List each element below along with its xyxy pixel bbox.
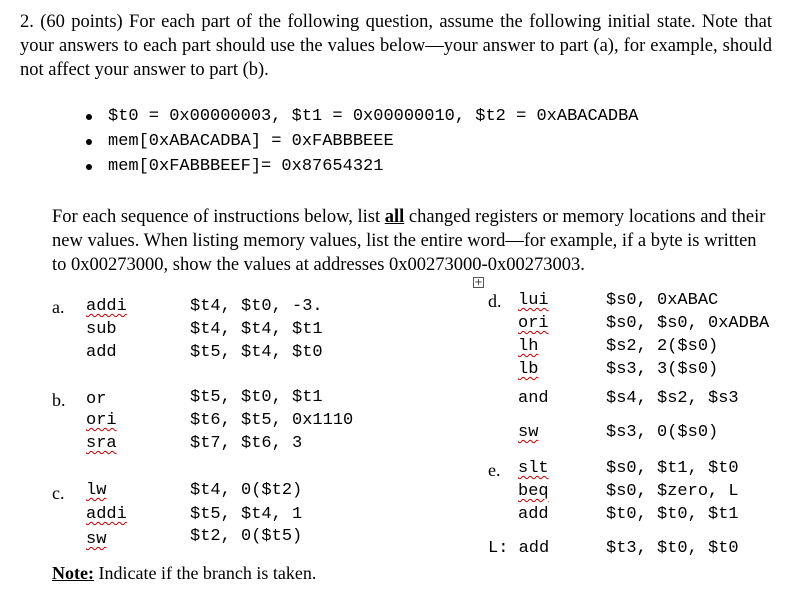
- part-e-op-3: add: [518, 505, 549, 524]
- part-e-args-2: $s0, $zero, L: [606, 482, 739, 501]
- part-a-op-2: sub: [86, 320, 117, 339]
- part-b-op-1: or: [86, 390, 107, 409]
- initial-memory-2: mem[0xFABBBEEF]= 0x87654321: [108, 157, 384, 176]
- initial-memory-1: mem[0xABACADBA] = 0xFABBBEEE: [108, 132, 394, 151]
- part-d-args-3: $s2, 2($s0): [606, 337, 719, 356]
- part-a-args-3: $t5, $t4, $t0: [190, 343, 323, 362]
- part-d-op-2: ori: [518, 314, 549, 333]
- part-e-label: e.: [488, 460, 501, 480]
- part-b-op-2: ori: [86, 411, 117, 430]
- part-a-args-1: $t4, $t0, -3.: [190, 297, 323, 316]
- note-label: Note:: [52, 563, 94, 583]
- part-c-op-2: addi: [86, 505, 127, 524]
- part-c-op-1: lw: [86, 481, 107, 500]
- part-d-args-5: $s4, $s2, $s3: [606, 389, 739, 408]
- note-text: Indicate if the branch is taken.: [93, 563, 317, 583]
- part-b-label: b.: [52, 390, 66, 410]
- part-d-args-4: $s3, 3($s0): [606, 360, 719, 379]
- bullet-icon: [86, 164, 92, 170]
- instructions-emphasis: all: [384, 207, 405, 227]
- part-a-op-1: addi: [86, 297, 127, 316]
- part-c-args-2: $t5, $t4, 1: [190, 505, 303, 524]
- part-d-label: d.: [488, 291, 502, 311]
- part-d-args-1: $s0, 0xABAC: [606, 291, 719, 310]
- instructions-pre: For each sequence of instructions below, list: [52, 207, 385, 227]
- part-e-args-3: $t0, $t0, $t1: [606, 505, 739, 524]
- part-b-args-1: $t5, $t0, $t1: [190, 388, 323, 407]
- bullet-icon: [86, 114, 92, 120]
- part-c-label: c.: [52, 483, 65, 503]
- part-b-args-3: $t7, $t6, 3: [190, 434, 303, 453]
- note: [52, 563, 316, 584]
- part-e-op-2: beq: [518, 482, 549, 501]
- part-b-op-3: sra: [86, 434, 117, 453]
- part-a-op-3: add: [86, 343, 117, 362]
- table-move-handle-icon[interactable]: +: [474, 277, 483, 288]
- part-d-op-3: lh: [518, 337, 539, 356]
- part-e-args-4: $t3, $t0, $t0: [606, 539, 739, 558]
- part-e-op-4: L: add: [488, 539, 550, 558]
- part-d-op-1: lui: [518, 291, 549, 310]
- question-header: 2. (60 points) For each part of the following question, assume the following initial state. Note that your answers to each part should use the values below—your answer to part (a), for example, should not affect your answer to part (b).: [20, 12, 772, 80]
- part-b-args-2: $t6, $t5, 0x1110: [190, 411, 354, 430]
- part-d-args-6: $s3, 0($s0): [606, 423, 719, 442]
- part-c-op-3: sw: [86, 530, 107, 549]
- part-c-args-3: $t2, 0($t5): [190, 527, 303, 546]
- instructions-paragraph: [52, 205, 774, 277]
- part-c-args-1: $t4, 0($t2): [190, 481, 303, 500]
- initial-registers: $t0 = 0x00000003, $t1 = 0x00000010, $t2 = 0xABACADBA: [108, 107, 639, 126]
- bullet-icon: [86, 139, 92, 145]
- part-d-op-4: lb: [518, 360, 539, 379]
- part-a-label: a.: [52, 297, 65, 317]
- part-d-args-2-clip: [606, 314, 786, 338]
- part-e-args-1: $s0, $t1, $t0: [606, 459, 739, 478]
- part-e-op-1: slt: [518, 459, 549, 478]
- part-d-op-5: and: [518, 389, 549, 408]
- part-d-op-6: sw: [518, 423, 539, 442]
- part-d-args-2: $s0, $s0, 0xADBA: [606, 314, 770, 333]
- part-a-args-2: $t4, $t4, $t1: [190, 320, 323, 339]
- instructions-post: changed registers or memory locations and their new values. When listing memory values, list the entire word—for example, if a byte is written to 0x00273000, show the values at addresses 0x00273000-0x00273003.: [52, 207, 766, 275]
